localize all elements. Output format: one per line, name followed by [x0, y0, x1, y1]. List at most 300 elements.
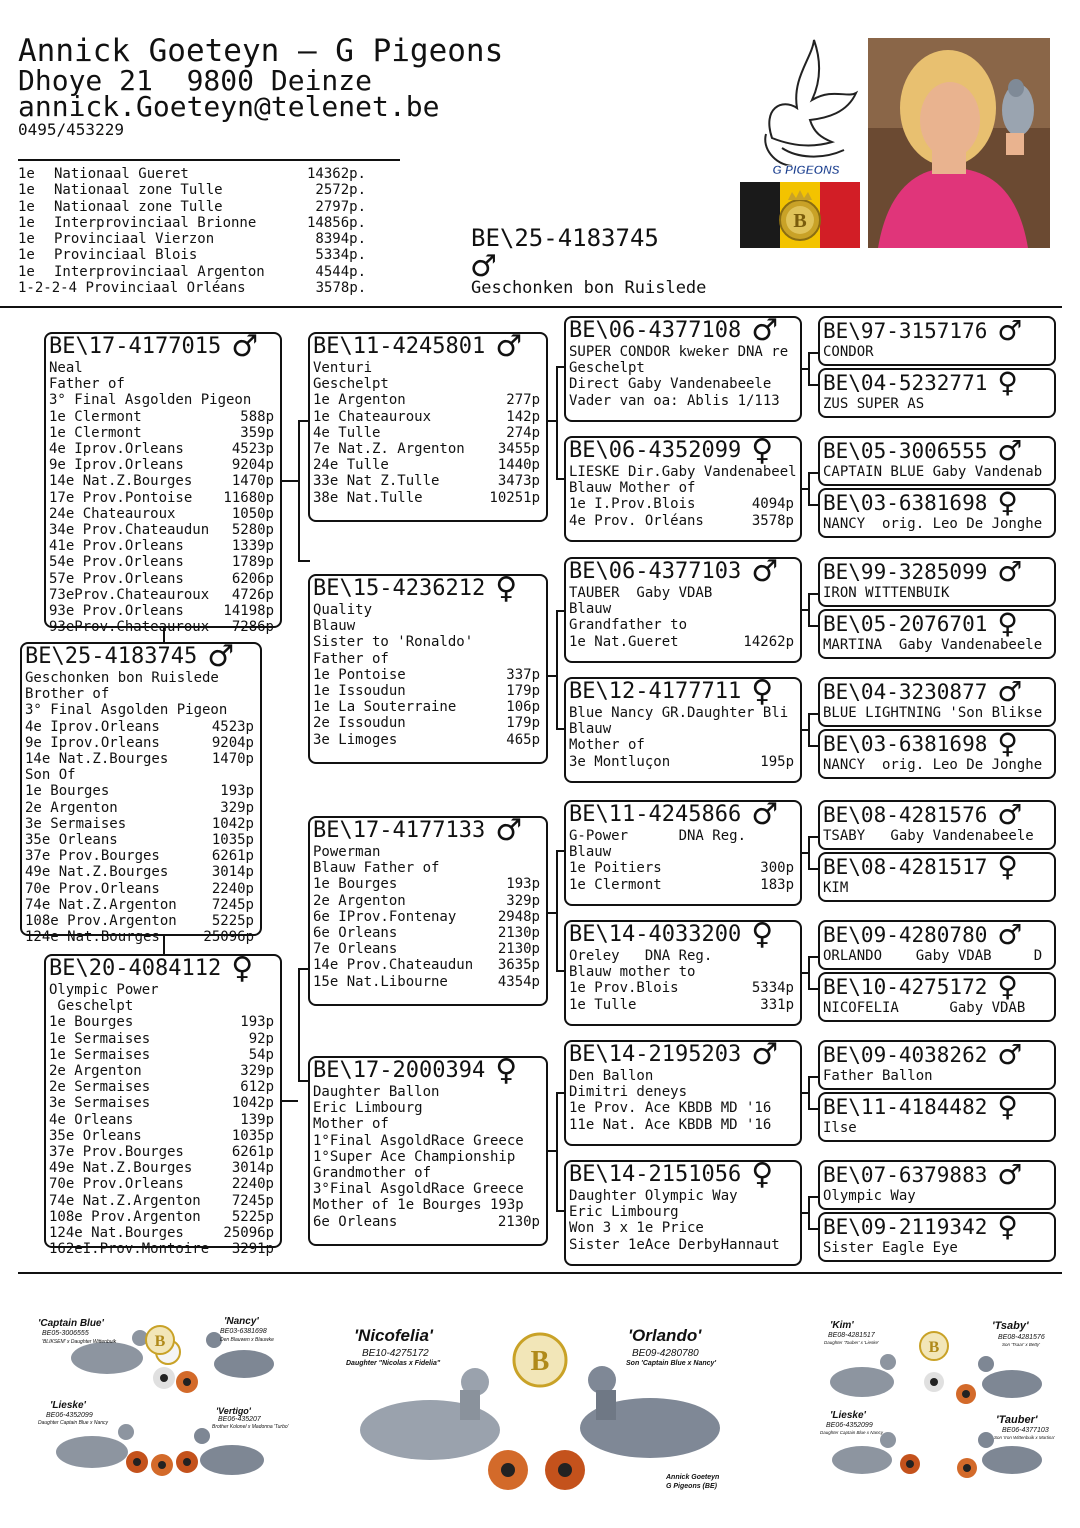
breeder-name: Annick Goeteyn – G Pigeons	[18, 33, 504, 69]
line-value: 10251p	[489, 489, 540, 506]
pedigree-line	[569, 844, 794, 860]
gen3-box	[564, 1157, 802, 1266]
connector-line	[556, 1092, 558, 1210]
ring-number: BE\11-4184482	[823, 1095, 988, 1119]
pedigree-line	[569, 634, 794, 650]
line-value: 1050p	[231, 505, 274, 522]
line-value: 612p	[240, 1079, 274, 1096]
pigeon-header	[823, 1158, 1048, 1191]
pedigree-line	[569, 721, 794, 737]
male-icon: ♂	[751, 1037, 779, 1072]
female-icon: ♀	[231, 951, 254, 986]
female-icon: ♀	[997, 1210, 1018, 1243]
line-text: 93e Prov.Orleans	[49, 603, 184, 620]
breeder-email[interactable]: annick.Goeteyn@telenet.be	[18, 90, 440, 123]
line-text: 14e Prov.Chateaudun	[313, 957, 474, 974]
pedigree-line	[49, 457, 274, 473]
pedigree-line	[49, 538, 274, 554]
caption-nicofelia-sub: Daughter "Nicolas x Fidelia"	[346, 1360, 441, 1367]
pedigree-line	[49, 1095, 274, 1111]
pedigree-line	[569, 360, 794, 376]
male-icon: ♂	[207, 639, 235, 674]
pedigree-line	[49, 1144, 274, 1160]
female-icon: ♀	[997, 486, 1018, 519]
female-icon: ♀	[997, 850, 1018, 883]
svg-text:B: B	[928, 1339, 940, 1356]
pigeon-header	[823, 918, 1048, 951]
line-text: 24e Chateauroux	[49, 505, 176, 522]
ring-number: BE\14-2195203	[569, 1042, 742, 1067]
line-value: 588p	[240, 408, 274, 425]
female-icon: ♀	[997, 607, 1018, 640]
pigeon-header	[313, 329, 540, 364]
caption-orlando-sub: Son 'Captain Blue x Nancy'	[626, 1360, 717, 1367]
pedigree-line	[569, 997, 794, 1013]
pedigree-line	[313, 425, 540, 441]
line-text: Blauw Father of	[313, 860, 440, 877]
pedigree-line	[49, 1225, 274, 1241]
line-text: 3° Final Asgolden Pigeon	[25, 702, 228, 719]
result-row	[18, 215, 366, 231]
result-row	[18, 231, 366, 247]
ring-number: BE\09-4038262	[823, 1043, 988, 1067]
line-text: 15e Nat.Libourne	[313, 973, 448, 990]
line-text: 57e Prov.Orleans	[49, 570, 184, 587]
caption-nancy-ring: BE03-6381698	[220, 1328, 267, 1335]
pedigree-line	[313, 909, 540, 925]
line-text: 124e Nat.Bourges	[49, 1225, 184, 1242]
line-text: 6e Orleans	[313, 1213, 398, 1230]
pedigree-line	[49, 554, 274, 570]
caption-tauber-ring: BE06-4377103	[1002, 1427, 1049, 1434]
pedigree-line	[25, 897, 254, 913]
line-text: 14e Nat.Z.Bourges	[25, 751, 169, 768]
line-value: 3635p	[497, 957, 540, 974]
line-value: 1042p	[211, 815, 254, 832]
line-value: 193p	[220, 783, 254, 800]
pedigree-line	[49, 571, 274, 587]
pedigree-line	[569, 737, 794, 753]
line-value: 2130p	[497, 925, 540, 942]
pedigree-line	[313, 651, 540, 667]
line-text: NANCY orig. Leo De Jonghe	[823, 757, 1043, 773]
pedigree-line	[25, 864, 254, 880]
pedigree-line	[823, 344, 1048, 360]
line-text: Sister 1eAce DerbyHannaut	[569, 1236, 780, 1253]
line-text: 70e Prov.Orleans	[25, 880, 160, 897]
gen4-box	[818, 729, 1056, 779]
line-text: 2e Argenton	[49, 1063, 142, 1080]
pedigree-line	[313, 1116, 540, 1132]
ring-number: BE\07-6379883	[823, 1163, 988, 1187]
pedigree-line	[49, 392, 274, 408]
line-text: 14e Nat.Z.Bourges	[49, 473, 193, 490]
connector-line	[808, 836, 818, 838]
pedigree-line	[313, 732, 540, 748]
line-value: 3455p	[497, 441, 540, 458]
ring-number: BE\06-4377108	[569, 318, 742, 343]
pigeon-header	[823, 970, 1048, 1003]
connector-line	[556, 850, 558, 970]
pigeon-header	[569, 917, 794, 952]
line-text: 4e Tulle	[313, 424, 381, 441]
line-text: 4e Prov. Orléans	[569, 512, 704, 529]
line-text: 70e Prov.Orleans	[49, 1176, 184, 1193]
ring-number: BE\03-6381698	[823, 732, 988, 756]
caption-lieske: 'Lieske'	[50, 1400, 86, 1411]
pedigree-line	[25, 783, 254, 799]
result-row	[18, 166, 366, 182]
pedigree-line	[49, 1128, 274, 1144]
line-value: 7245p	[211, 896, 254, 913]
pedigree-line	[25, 929, 254, 945]
pedigree-line	[25, 751, 254, 767]
pigeon-header	[823, 486, 1048, 519]
ring-number: BE\08-4281517	[823, 855, 988, 879]
line-text: 1e Prov.Blois	[569, 980, 679, 997]
line-text: 1e I.Prov.Blois	[569, 496, 696, 513]
line-text: 1e Nat.Gueret	[569, 633, 679, 650]
pedigree-line	[313, 1084, 540, 1100]
pedigree-line	[49, 1176, 274, 1192]
line-text: BLUE LIGHTNING 'Son Blikse	[823, 705, 1043, 721]
line-value: 4354p	[497, 973, 540, 990]
pedigree-line	[823, 1068, 1048, 1084]
line-value: 11680p	[223, 489, 274, 506]
pedigree-line	[49, 425, 274, 441]
male-icon: ♂	[470, 249, 497, 284]
line-text: 49e Nat.Z.Bourges	[25, 864, 169, 881]
pedigree-line	[569, 496, 794, 512]
connector-line	[282, 480, 298, 482]
pedigree-line	[569, 1068, 794, 1084]
pedigree-line	[25, 767, 254, 783]
gen3-box	[564, 917, 802, 1026]
line-value: 1042p	[231, 1095, 274, 1112]
line-text: KIM	[823, 880, 849, 896]
ring-number: BE\12-4177711	[569, 679, 742, 704]
line-text: 2e Argenton	[313, 892, 406, 909]
gen2-box	[308, 571, 548, 764]
line-text: Father Ballon	[823, 1068, 933, 1084]
pigeon-header	[49, 951, 274, 986]
line-text: 1e Prov. Ace KBDB MD '16	[569, 1100, 772, 1117]
pedigree-line	[823, 828, 1048, 844]
ring-number: BE\97-3157176	[823, 319, 988, 343]
pedigree-line	[313, 1165, 540, 1181]
line-text: 4e Iprov.Orleans	[49, 441, 184, 458]
line-text: 17e Prov.Pontoise	[49, 489, 193, 506]
pedigree-line	[569, 948, 794, 964]
line-value: 1470p	[231, 473, 274, 490]
female-icon: ♀	[751, 674, 774, 709]
line-value: 179p	[506, 715, 540, 732]
line-text: 1e La Souterraine	[313, 699, 457, 716]
pedigree-line	[25, 881, 254, 897]
result-race: Provinciaal Blois	[54, 247, 198, 264]
result-place: 1e	[18, 182, 35, 199]
line-text: Blauw	[569, 844, 612, 861]
line-text: Geschonken bon Ruislede	[25, 670, 219, 686]
caption-captain-blue: 'Captain Blue'	[38, 1318, 104, 1329]
connector-line	[808, 868, 818, 870]
line-text: 2e Argenton	[25, 799, 118, 816]
female-icon: ♀	[495, 571, 518, 606]
line-text: 33e Nat Z.Tulle	[313, 473, 440, 490]
line-value: 3291p	[231, 1241, 274, 1258]
ring-number: BE\11-4245866	[569, 802, 742, 827]
caption-kim: 'Kim'	[830, 1320, 854, 1331]
ring-number: BE\14-4033200	[569, 922, 742, 947]
connector-line	[808, 988, 818, 990]
connector-line	[808, 956, 810, 988]
pedigree-line	[49, 376, 274, 392]
line-value: 331p	[760, 996, 794, 1013]
gen4-box	[818, 1160, 1056, 1210]
line-text: G-Power DNA Reg.	[569, 828, 747, 844]
line-text: 2e Sermaises	[49, 1079, 151, 1096]
pedigree-line	[25, 913, 254, 929]
result-row	[18, 182, 366, 198]
pedigree-line	[823, 757, 1048, 773]
pigeon-header	[823, 434, 1048, 467]
line-text: 1°Super Ace Championship	[313, 1148, 516, 1165]
pedigree-line	[25, 816, 254, 832]
line-text: TAUBER Gaby VDAB	[569, 585, 713, 601]
result-place: 1e	[18, 263, 35, 280]
line-text: 49e Nat.Z.Bourges	[49, 1160, 193, 1177]
line-text: 1e Pontoise	[313, 666, 406, 683]
line-text: Eric Limbourg	[313, 1100, 423, 1117]
line-text: 124e Nat.Bourges	[25, 929, 160, 946]
connector-line	[808, 472, 810, 504]
ring-number: BE\09-2119342	[823, 1215, 988, 1239]
pedigree-line	[313, 667, 540, 683]
line-value: 2240p	[211, 880, 254, 897]
line-value: 4523p	[211, 718, 254, 735]
photo-panel-right	[812, 1310, 1055, 1490]
male-icon: ♂	[751, 313, 779, 348]
gen4-box	[818, 920, 1056, 970]
pedigree-line	[823, 516, 1048, 532]
pedigree-line	[569, 1084, 794, 1100]
result-row	[18, 247, 366, 263]
male-icon: ♂	[997, 434, 1023, 467]
pedigree-line	[569, 1100, 794, 1116]
result-value: 3578p.	[315, 280, 367, 297]
pedigree-line	[313, 618, 540, 634]
pedigree-line	[313, 699, 540, 715]
line-text: 3e Sermaises	[49, 1095, 151, 1112]
connector-line	[556, 366, 558, 478]
pedigree-line	[49, 506, 274, 522]
line-text: 1e Issoudun	[313, 683, 406, 700]
pedigree-line	[49, 1079, 274, 1095]
result-value: 14856p.	[306, 214, 366, 231]
male-icon: ♂	[997, 918, 1023, 951]
result-race: Nationaal zone Tulle	[54, 198, 223, 215]
line-value: 359p	[240, 424, 274, 441]
caption-orlando-ring: BE09-4280780	[632, 1348, 699, 1359]
caption-lieske-right: 'Lieske'	[830, 1410, 866, 1421]
pedigree-line	[313, 860, 540, 876]
pedigree-line	[313, 457, 540, 473]
result-place: 1e	[18, 198, 35, 215]
line-value: 1470p	[211, 751, 254, 768]
pedigree-line	[313, 941, 540, 957]
pedigree-line	[823, 396, 1048, 412]
pedigree-line	[313, 844, 540, 860]
line-value: 3473p	[497, 473, 540, 490]
caption-lieske-right-sub: Daughter Captain Blue x Nancy	[820, 1430, 884, 1435]
female-icon: ♀	[495, 1053, 518, 1088]
photo-panel-left	[32, 1310, 289, 1490]
pedigree-line	[569, 1204, 794, 1220]
line-value: 277p	[506, 392, 540, 409]
pedigree-line	[569, 344, 794, 360]
caption-lieske-ring: BE06-4352099	[46, 1412, 93, 1419]
line-value: 274p	[506, 424, 540, 441]
pedigree-line	[569, 964, 794, 980]
line-text: Father of	[49, 376, 125, 393]
line-text: 1e Clermont	[49, 408, 142, 425]
line-value: 2130p	[497, 941, 540, 958]
line-text: Dimitri deneys	[569, 1084, 688, 1101]
section-rule-bottom	[18, 1272, 1062, 1274]
ring-number: BE\14-2151056	[569, 1162, 742, 1187]
result-place: 1e	[18, 214, 35, 231]
pigeon-header	[569, 554, 794, 589]
gen3-box	[564, 1037, 802, 1146]
line-text: 37e Prov.Bourges	[49, 1144, 184, 1161]
gen4-box	[818, 557, 1056, 607]
line-text: 1e Argenton	[313, 392, 406, 409]
line-value: 54p	[248, 1046, 274, 1063]
line-value: 9204p	[231, 457, 274, 474]
pedigree-line	[49, 1241, 274, 1257]
line-text: 54e Prov.Orleans	[49, 554, 184, 571]
subject-ring: BE\25-4183745	[471, 224, 659, 252]
pedigree-line	[313, 360, 540, 376]
pedigree-line	[49, 998, 274, 1014]
gen2-box	[308, 1053, 548, 1246]
line-text: Blauw Mother of	[569, 480, 696, 497]
line-text: 108e Prov.Argenton	[25, 913, 177, 930]
line-text: 1e Bourges	[313, 876, 398, 893]
line-text: ORLANDO Gaby VDAB D	[823, 948, 1043, 964]
pedigree-line	[313, 1181, 540, 1197]
pedigree-line	[49, 1063, 274, 1079]
ring-number: BE\04-5232771	[823, 371, 988, 395]
ring-number: BE\05-3006555	[823, 439, 988, 463]
line-text: Ilse	[823, 1120, 857, 1136]
pedigree-line	[313, 893, 540, 909]
pedigree-line	[569, 585, 794, 601]
line-value: 337p	[506, 666, 540, 683]
connector-line	[808, 713, 818, 715]
line-text: 3e Limoges	[313, 731, 398, 748]
line-text: Father of	[313, 650, 389, 667]
line-text: 1e Chateauroux	[313, 408, 432, 425]
connector-line	[298, 420, 300, 560]
photo-panel-middle	[340, 1310, 740, 1500]
line-value: 300p	[760, 860, 794, 877]
pedigree-line	[25, 702, 254, 718]
connector-line	[808, 1196, 818, 1198]
line-text: 4e Orleans	[49, 1111, 134, 1128]
connector-line	[556, 610, 558, 728]
line-text: Blauw	[313, 618, 356, 635]
result-race: Interprovinciaal Argenton	[54, 263, 265, 280]
line-text: NANCY orig. Leo De Jonghe	[823, 516, 1043, 532]
line-value: 5334p	[751, 980, 794, 997]
caption-vertigo-sub: Brother Kolonel x Madonna 'Turbo'	[212, 1424, 289, 1430]
pigeon-header	[823, 314, 1048, 347]
line-text: Blauw mother to	[569, 964, 696, 981]
line-text: CAPTAIN BLUE Gaby Vandenab	[823, 464, 1043, 480]
connector-line	[808, 1076, 818, 1078]
connector-line	[808, 1228, 818, 1230]
pedigree-line	[569, 860, 794, 876]
pedigree-line	[569, 1117, 794, 1133]
pedigree-line	[313, 925, 540, 941]
line-text: Grandmother of	[313, 1165, 432, 1182]
line-value: 3014p	[231, 1160, 274, 1177]
line-value: 195p	[760, 753, 794, 770]
ring-number: BE\04-3230877	[823, 680, 988, 704]
gen4-box	[818, 316, 1056, 366]
pedigree-line	[313, 602, 540, 618]
male-icon: ♂	[997, 1158, 1023, 1191]
belgian-flag-crest	[740, 182, 860, 248]
line-value: 7245p	[231, 1192, 274, 1209]
line-value: 106p	[506, 699, 540, 716]
section-rule-top	[0, 306, 1062, 308]
line-value: 6261p	[211, 848, 254, 865]
ring-number: BE\20-4084112	[49, 956, 222, 981]
pigeon-header	[569, 1037, 794, 1072]
line-value: 5225p	[211, 913, 254, 930]
line-text: 37e Prov.Bourges	[25, 848, 160, 865]
line-text: Olympic Power	[49, 982, 159, 998]
line-value: 5280p	[231, 522, 274, 539]
result-value: 5334p.	[315, 247, 366, 264]
pedigree-line	[569, 877, 794, 893]
line-value: 142p	[506, 408, 540, 425]
pedigree-line	[569, 1237, 794, 1253]
pedigree-line	[25, 832, 254, 848]
line-value: 329p	[220, 799, 254, 816]
male-icon: ♂	[495, 329, 523, 364]
sire-box	[44, 329, 282, 636]
ring-number: BE\03-6381698	[823, 491, 988, 515]
pigeon-header	[823, 1090, 1048, 1123]
line-text: Mother of 1e Bourges 193p	[313, 1197, 524, 1214]
ring-number: BE\17-4177015	[49, 334, 222, 359]
line-text: Oreley DNA Reg.	[569, 948, 713, 964]
line-text: Blue Nancy GR.Daughter Bli	[569, 705, 789, 721]
ring-number: BE\09-4280780	[823, 923, 988, 947]
line-value: 2948p	[497, 908, 540, 925]
pedigree-line	[823, 1188, 1048, 1204]
line-text: Son Of	[25, 767, 76, 784]
result-row	[18, 280, 366, 296]
line-value: 1339p	[231, 538, 274, 555]
line-text: 3°Final AsgoldRace Greece	[313, 1181, 524, 1198]
pedigree-line	[313, 376, 540, 392]
connector-line	[808, 593, 810, 625]
result-value: 14362p.	[306, 166, 366, 182]
